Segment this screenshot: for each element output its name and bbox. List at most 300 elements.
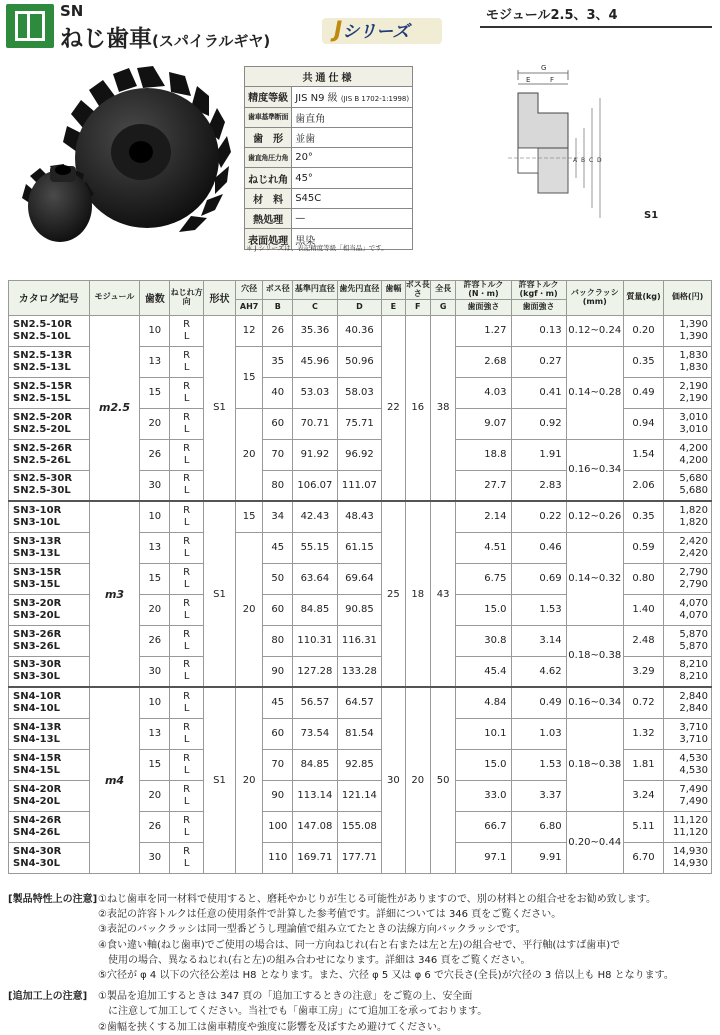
teeth-count: 10	[140, 501, 170, 532]
bore-diameter: 20	[235, 408, 263, 501]
torque-nm: 15.0	[456, 594, 511, 625]
helix-r: R	[183, 659, 191, 671]
spec-key: 歯車基準断面	[245, 107, 292, 127]
helix-l: L	[183, 423, 190, 435]
outside-diameter: 81.54	[337, 718, 382, 749]
price-r: 2,420	[679, 535, 708, 547]
mass: 1.81	[623, 749, 663, 780]
teeth-count: 15	[140, 563, 170, 594]
pitch-diameter: 106.07	[293, 470, 338, 501]
catalog-number	[9, 563, 90, 594]
catalog-number	[9, 656, 90, 687]
mass: 0.72	[623, 687, 663, 718]
pitch-diameter: 169.71	[293, 842, 338, 873]
backlash: 0.12~0.26	[566, 501, 623, 532]
spec-footnote: ＊ J シリーズは、表記精度等級「相当品」です。	[246, 244, 388, 252]
col-torque-nm: 許容トルク(N・m)	[456, 281, 511, 300]
catalog-number	[9, 687, 90, 718]
module-value: m4	[89, 687, 140, 873]
machining-note: ②歯幅を挟くする加工は歯車精度や強度に影響を及ぼすため避けてください。	[98, 1021, 447, 1033]
helix-direction	[170, 315, 204, 346]
spec-heading: 共通仕様	[245, 67, 413, 87]
col-hub: ボス長さ	[405, 280, 430, 298]
dim-label-g: G	[541, 64, 547, 72]
mass: 2.48	[623, 625, 663, 656]
hub-length: 18	[405, 501, 430, 687]
catalog-number-l: SN4-13L	[13, 733, 60, 745]
page-title	[60, 20, 270, 53]
helix-l: L	[183, 826, 190, 838]
catalog-number	[9, 749, 90, 780]
catalog-number	[9, 718, 90, 749]
catalog-number-r: SN4-20R	[13, 783, 62, 795]
teeth-count: 15	[140, 749, 170, 780]
gear-photo	[12, 66, 237, 256]
spec-value-main: JIS N9 級	[295, 93, 338, 105]
helix-r: R	[183, 411, 191, 423]
helix-l: L	[183, 485, 190, 497]
helix-l: L	[183, 454, 190, 466]
price-r: 14,930	[673, 845, 708, 857]
catalog-number	[9, 625, 90, 656]
torque-kgf: 0.92	[511, 408, 566, 439]
shape-value: S1	[204, 687, 236, 873]
teeth-count: 30	[140, 842, 170, 873]
helix-r: R	[183, 814, 191, 826]
spec-key: ねじれ角	[245, 168, 292, 188]
catalog-number-r: SN4-15R	[13, 752, 62, 764]
torque-nm: 4.51	[456, 532, 511, 563]
price-r: 2,790	[679, 566, 708, 578]
torque-nm: 33.0	[456, 780, 511, 811]
module-label: モジュール2.5、3、4	[486, 8, 618, 23]
module-value: m2.5	[89, 315, 140, 501]
boss-diameter: 50	[263, 563, 293, 594]
backlash: 0.12~0.24	[566, 315, 623, 346]
mass: 0.35	[623, 501, 663, 532]
col-mass: 質量(kg)	[623, 281, 663, 316]
shape-label: S1	[644, 210, 659, 221]
product-note: ①ねじ歯車を同一材料で使用すると、磨耗やかじりが生じる可能性がありますので、別の材料との組合せをお勧め致します。	[98, 894, 656, 905]
helix-l: L	[183, 857, 190, 869]
mass: 1.40	[623, 594, 663, 625]
helix-direction	[170, 377, 204, 408]
mass: 5.11	[623, 811, 663, 842]
teeth-count: 10	[140, 687, 170, 718]
boss-diameter: 90	[263, 656, 293, 687]
outside-diameter: 40.36	[337, 315, 382, 346]
machining-note: ①製品を追加工するときは 347 頁の「追加工するときの注意」をご覧の上、安全面	[98, 991, 473, 1003]
backlash: 0.18~0.38	[566, 718, 623, 811]
torque-nm: 66.7	[456, 811, 511, 842]
torque-kgf: 0.49	[511, 687, 566, 718]
series-code: SN	[60, 2, 84, 20]
price	[664, 408, 712, 439]
catalog-number-l: SN4-30L	[13, 857, 60, 869]
mass: 2.06	[623, 470, 663, 501]
helix-r: R	[183, 752, 191, 764]
price-l: 14,930	[673, 857, 708, 869]
outside-diameter: 69.64	[337, 563, 382, 594]
torque-nm: 15.0	[456, 749, 511, 780]
pitch-diameter: 42.43	[293, 501, 338, 532]
price-l: 3,710	[679, 733, 708, 745]
price-l: 2,840	[679, 702, 708, 714]
catalog-number-r: SN2.5-15R	[13, 380, 73, 392]
price-r: 1,830	[679, 349, 708, 361]
helix-direction	[170, 594, 204, 625]
teeth-count: 15	[140, 377, 170, 408]
outside-diameter: 177.71	[337, 842, 382, 873]
col-boss-sub: B	[263, 299, 293, 315]
teeth-count: 13	[140, 346, 170, 377]
spec-key: 材 料	[245, 188, 292, 208]
module-value: m3	[89, 501, 140, 687]
spec-key: 歯直角圧力角	[245, 148, 292, 168]
col-face: 歯幅	[382, 281, 405, 300]
catalog-number	[9, 780, 90, 811]
price-r: 8,210	[679, 659, 708, 671]
col-bore-sub: AH7	[235, 299, 263, 315]
col-outside: 歯先円直径	[337, 281, 382, 300]
helix-r: R	[183, 597, 191, 609]
outside-diameter: 50.96	[337, 346, 382, 377]
price-r: 2,190	[679, 380, 708, 392]
helix-direction	[170, 408, 204, 439]
helix-r: R	[183, 721, 191, 733]
boss-diameter: 70	[263, 439, 293, 470]
catalog-number-r: SN3-30R	[13, 659, 62, 671]
boss-diameter: 100	[263, 811, 293, 842]
catalog-number-l: SN3-13L	[13, 547, 60, 559]
helix-r: R	[183, 535, 191, 547]
outside-diameter: 75.71	[337, 408, 382, 439]
torque-kgf: 2.83	[511, 470, 566, 501]
torque-kgf: 0.27	[511, 346, 566, 377]
helix-direction	[170, 780, 204, 811]
product-table	[8, 280, 712, 874]
price	[664, 439, 712, 470]
outside-diameter: 116.31	[337, 625, 382, 656]
outside-diameter: 121.14	[337, 780, 382, 811]
price-l: 2,420	[679, 547, 708, 559]
price	[664, 625, 712, 656]
pitch-diameter: 55.15	[293, 532, 338, 563]
price-r: 4,200	[679, 442, 708, 454]
total-length: 50	[430, 687, 455, 873]
torque-nm: 9.07	[456, 408, 511, 439]
j-series-badge	[322, 18, 442, 44]
dim-label-f: F	[550, 76, 555, 84]
col-pitch-sub: C	[293, 299, 338, 315]
notes-section	[8, 892, 716, 1035]
price	[664, 563, 712, 594]
pitch-diameter: 56.57	[293, 687, 338, 718]
module-rule	[480, 26, 712, 28]
boss-diameter: 40	[263, 377, 293, 408]
price-r: 5,870	[679, 628, 708, 640]
price-r: 4,070	[679, 597, 708, 609]
pitch-diameter: 70.71	[293, 408, 338, 439]
dim-label-d: D	[597, 157, 602, 164]
catalog-number	[9, 439, 90, 470]
price-l: 3,010	[679, 423, 708, 435]
price-l: 5,680	[679, 485, 708, 497]
price-l: 5,870	[679, 640, 708, 652]
mass: 3.24	[623, 780, 663, 811]
helix-l: L	[183, 733, 190, 745]
shape-value: S1	[204, 501, 236, 687]
col-boss: ボス径	[263, 281, 293, 300]
mass: 6.70	[623, 842, 663, 873]
catalog-number-l: SN3-15L	[13, 578, 60, 590]
helix-l: L	[183, 671, 190, 683]
col-price: 価格(円)	[664, 281, 712, 316]
boss-diameter: 45	[263, 532, 293, 563]
catalog-number-l: SN4-20L	[13, 795, 60, 807]
torque-nm: 2.68	[456, 346, 511, 377]
spec-value	[292, 87, 413, 107]
col-catalog: カタログ記号	[9, 281, 90, 316]
price-l: 1,820	[679, 516, 708, 528]
catalog-number	[9, 346, 90, 377]
helix-l: L	[183, 547, 190, 559]
catalog-number-r: SN4-30R	[13, 845, 62, 857]
helix-direction	[170, 842, 204, 873]
teeth-count: 10	[140, 315, 170, 346]
helix-r: R	[183, 845, 191, 857]
mass: 0.35	[623, 346, 663, 377]
mass: 0.20	[623, 315, 663, 346]
backlash: 0.16~0.34	[566, 687, 623, 718]
face-width: 22	[382, 315, 405, 501]
boss-diameter: 60	[263, 718, 293, 749]
spec-value: 並歯	[292, 127, 413, 147]
machining-note: に注意して加工してください。当社でも「歯車工房」にて追加工を承っております。	[98, 1006, 488, 1018]
torque-nm: 97.1	[456, 842, 511, 873]
backlash: 0.14~0.28	[566, 346, 623, 439]
product-table-body	[9, 315, 712, 873]
catalog-number-r: SN3-26R	[13, 628, 62, 640]
helix-direction	[170, 656, 204, 687]
catalog-number-l: SN2.5-13L	[13, 361, 71, 373]
catalog-number-l: SN3-30L	[13, 671, 60, 683]
price-r: 3,010	[679, 411, 708, 423]
dim-label-a: A	[573, 157, 578, 164]
catalog-number-r: SN4-10R	[13, 690, 62, 702]
pitch-diameter: 127.28	[293, 656, 338, 687]
catalog-number-r: SN2.5-30R	[13, 473, 73, 485]
torque-nm: 2.14	[456, 501, 511, 532]
price	[664, 780, 712, 811]
pitch-diameter: 147.08	[293, 811, 338, 842]
teeth-count: 20	[140, 594, 170, 625]
torque-nm: 1.27	[456, 315, 511, 346]
hub-length: 16	[405, 315, 430, 501]
teeth-count: 20	[140, 780, 170, 811]
helix-r: R	[183, 690, 191, 702]
helix-r: R	[183, 442, 191, 454]
total-length: 38	[430, 315, 455, 501]
col-module: モジュール	[89, 281, 140, 316]
torque-nm: 30.8	[456, 625, 511, 656]
teeth-count: 26	[140, 625, 170, 656]
teeth-count: 26	[140, 439, 170, 470]
face-width: 30	[382, 687, 405, 873]
spec-value: 20°	[292, 148, 413, 168]
helix-r: R	[183, 628, 191, 640]
dim-label-e: E	[526, 76, 531, 84]
price	[664, 315, 712, 346]
price	[664, 346, 712, 377]
price-r: 3,710	[679, 721, 708, 733]
helix-direction	[170, 625, 204, 656]
spec-key: 歯 形	[245, 127, 292, 147]
catalog-number	[9, 532, 90, 563]
helix-direction	[170, 718, 204, 749]
outside-diameter: 96.92	[337, 439, 382, 470]
spec-key: 表面処理	[245, 229, 292, 249]
col-pitch: 基準円直径	[293, 281, 338, 300]
helix-l: L	[183, 516, 190, 528]
backlash: 0.20~0.44	[566, 811, 623, 873]
helix-direction	[170, 749, 204, 780]
catalog-number-r: SN4-26R	[13, 814, 62, 826]
machining-notes-tag: [追加工上の注意]	[8, 991, 88, 1003]
helix-l: L	[183, 764, 190, 776]
price-l: 8,210	[679, 671, 708, 683]
catalog-number-r: SN2.5-10R	[13, 318, 73, 330]
teeth-count: 13	[140, 718, 170, 749]
catalog-number-r: SN3-15R	[13, 566, 62, 578]
price-l: 7,490	[679, 795, 708, 807]
total-length: 43	[430, 501, 455, 687]
helix-l: L	[183, 609, 190, 621]
torque-kgf: 0.22	[511, 501, 566, 532]
catalog-number-r: SN3-13R	[13, 535, 62, 547]
spec-key: 精度等級	[245, 87, 292, 107]
col-hub-sub: F	[405, 299, 430, 315]
pitch-diameter: 45.96	[293, 346, 338, 377]
helix-l: L	[183, 330, 190, 342]
product-note: ④食い違い軸(ねじ歯車)でご使用の場合は、同一方向ねじれ(右と右または左と左)の組合せで、平行軸(はすば歯車)で	[98, 939, 621, 951]
col-total-sub: G	[430, 299, 455, 315]
spec-value: 黒染	[292, 229, 413, 249]
torque-kgf: 9.91	[511, 842, 566, 873]
price-r: 1,390	[679, 318, 708, 330]
torque-kgf: 6.80	[511, 811, 566, 842]
table-row	[9, 501, 712, 532]
mass: 0.94	[623, 408, 663, 439]
product-notes-tag: [製品特性上の注意]	[8, 894, 98, 905]
torque-nm: 18.8	[456, 439, 511, 470]
helix-direction	[170, 346, 204, 377]
price-r: 2,840	[679, 690, 708, 702]
outside-diameter: 48.43	[337, 501, 382, 532]
price	[664, 687, 712, 718]
backlash: 0.14~0.32	[566, 532, 623, 625]
table-row	[9, 315, 712, 346]
teeth-count: 26	[140, 811, 170, 842]
mass: 0.49	[623, 377, 663, 408]
catalog-number-l: SN2.5-10L	[13, 330, 71, 342]
brand-logo	[6, 4, 54, 48]
price-l: 11,120	[673, 826, 708, 838]
torque-kgf: 0.46	[511, 532, 566, 563]
catalog-number-l: SN3-20L	[13, 609, 60, 621]
price	[664, 594, 712, 625]
helix-l: L	[183, 578, 190, 590]
hub-length: 20	[405, 687, 430, 873]
pitch-diameter: 84.85	[293, 749, 338, 780]
catalog-number-r: SN2.5-13R	[13, 349, 73, 361]
col-outside-sub: D	[337, 299, 382, 315]
catalog-number	[9, 315, 90, 346]
price-l: 1,830	[679, 361, 708, 373]
torque-kgf: 0.41	[511, 377, 566, 408]
dim-label-b: B	[581, 157, 586, 164]
col-torque-nm-sub: 歯面強さ	[456, 299, 511, 315]
torque-kgf: 3.37	[511, 780, 566, 811]
price-l: 4,200	[679, 454, 708, 466]
price-l: 2,790	[679, 578, 708, 590]
catalog-number-l: SN2.5-15L	[13, 392, 71, 404]
helix-l: L	[183, 795, 190, 807]
bore-diameter: 15	[235, 346, 263, 408]
price-l: 4,070	[679, 609, 708, 621]
catalog-number-l: SN2.5-26L	[13, 454, 71, 466]
col-teeth: 歯数	[140, 281, 170, 316]
catalog-number-r: SN2.5-26R	[13, 442, 73, 454]
outside-diameter: 58.03	[337, 377, 382, 408]
torque-nm: 4.03	[456, 377, 511, 408]
price	[664, 377, 712, 408]
catalog-number-l: SN4-10L	[13, 702, 60, 714]
helix-r: R	[183, 318, 191, 330]
price-l: 1,390	[679, 330, 708, 342]
bore-diameter: 15	[235, 501, 263, 532]
col-total: 全長	[430, 281, 455, 300]
dim-label-c: C	[589, 157, 594, 164]
catalog-number-l: SN2.5-20L	[13, 423, 71, 435]
backlash: 0.16~0.34	[566, 439, 623, 501]
shape-value: S1	[204, 315, 236, 501]
torque-kgf: 0.69	[511, 563, 566, 594]
product-note: ②表記の許容トルクは任意の使用条件で計算した参考値です。詳細については 346 頁をご覧ください。	[98, 909, 562, 921]
catalog-number	[9, 470, 90, 501]
torque-nm: 27.7	[456, 470, 511, 501]
product-note: ⑤穴径が φ 4 以下の穴径公差は H8 となります。また、穴径 φ 5 又は φ 6 で穴長さ(全長)が穴径の 3 倍以上も H8 となります。	[98, 970, 674, 982]
helix-direction	[170, 439, 204, 470]
price-r: 1,820	[679, 504, 708, 516]
outside-diameter: 61.15	[337, 532, 382, 563]
spec-value: —	[292, 209, 413, 229]
catalog-number-l: SN3-26L	[13, 640, 60, 652]
helix-l: L	[183, 702, 190, 714]
boss-diameter: 70	[263, 749, 293, 780]
catalog-number	[9, 501, 90, 532]
col-helix: ねじれ方向	[170, 281, 204, 316]
boss-diameter: 110	[263, 842, 293, 873]
product-note: 使用の場合、異なるねじれ(右と左)の組み合わせになります。詳細は 346 頁をご覧ください。	[98, 954, 531, 966]
product-note: ③表記のバックラッシは同一型番どうし理論値で組み立てたときの法線方向バックラッシです。	[98, 924, 526, 936]
outside-diameter: 90.85	[337, 594, 382, 625]
spec-value-extra: (JIS B 1702-1:1998)	[340, 95, 410, 104]
face-width: 25	[382, 501, 405, 687]
catalog-number-r: SN3-10R	[13, 504, 62, 516]
boss-diameter: 80	[263, 470, 293, 501]
torque-nm: 6.75	[456, 563, 511, 594]
